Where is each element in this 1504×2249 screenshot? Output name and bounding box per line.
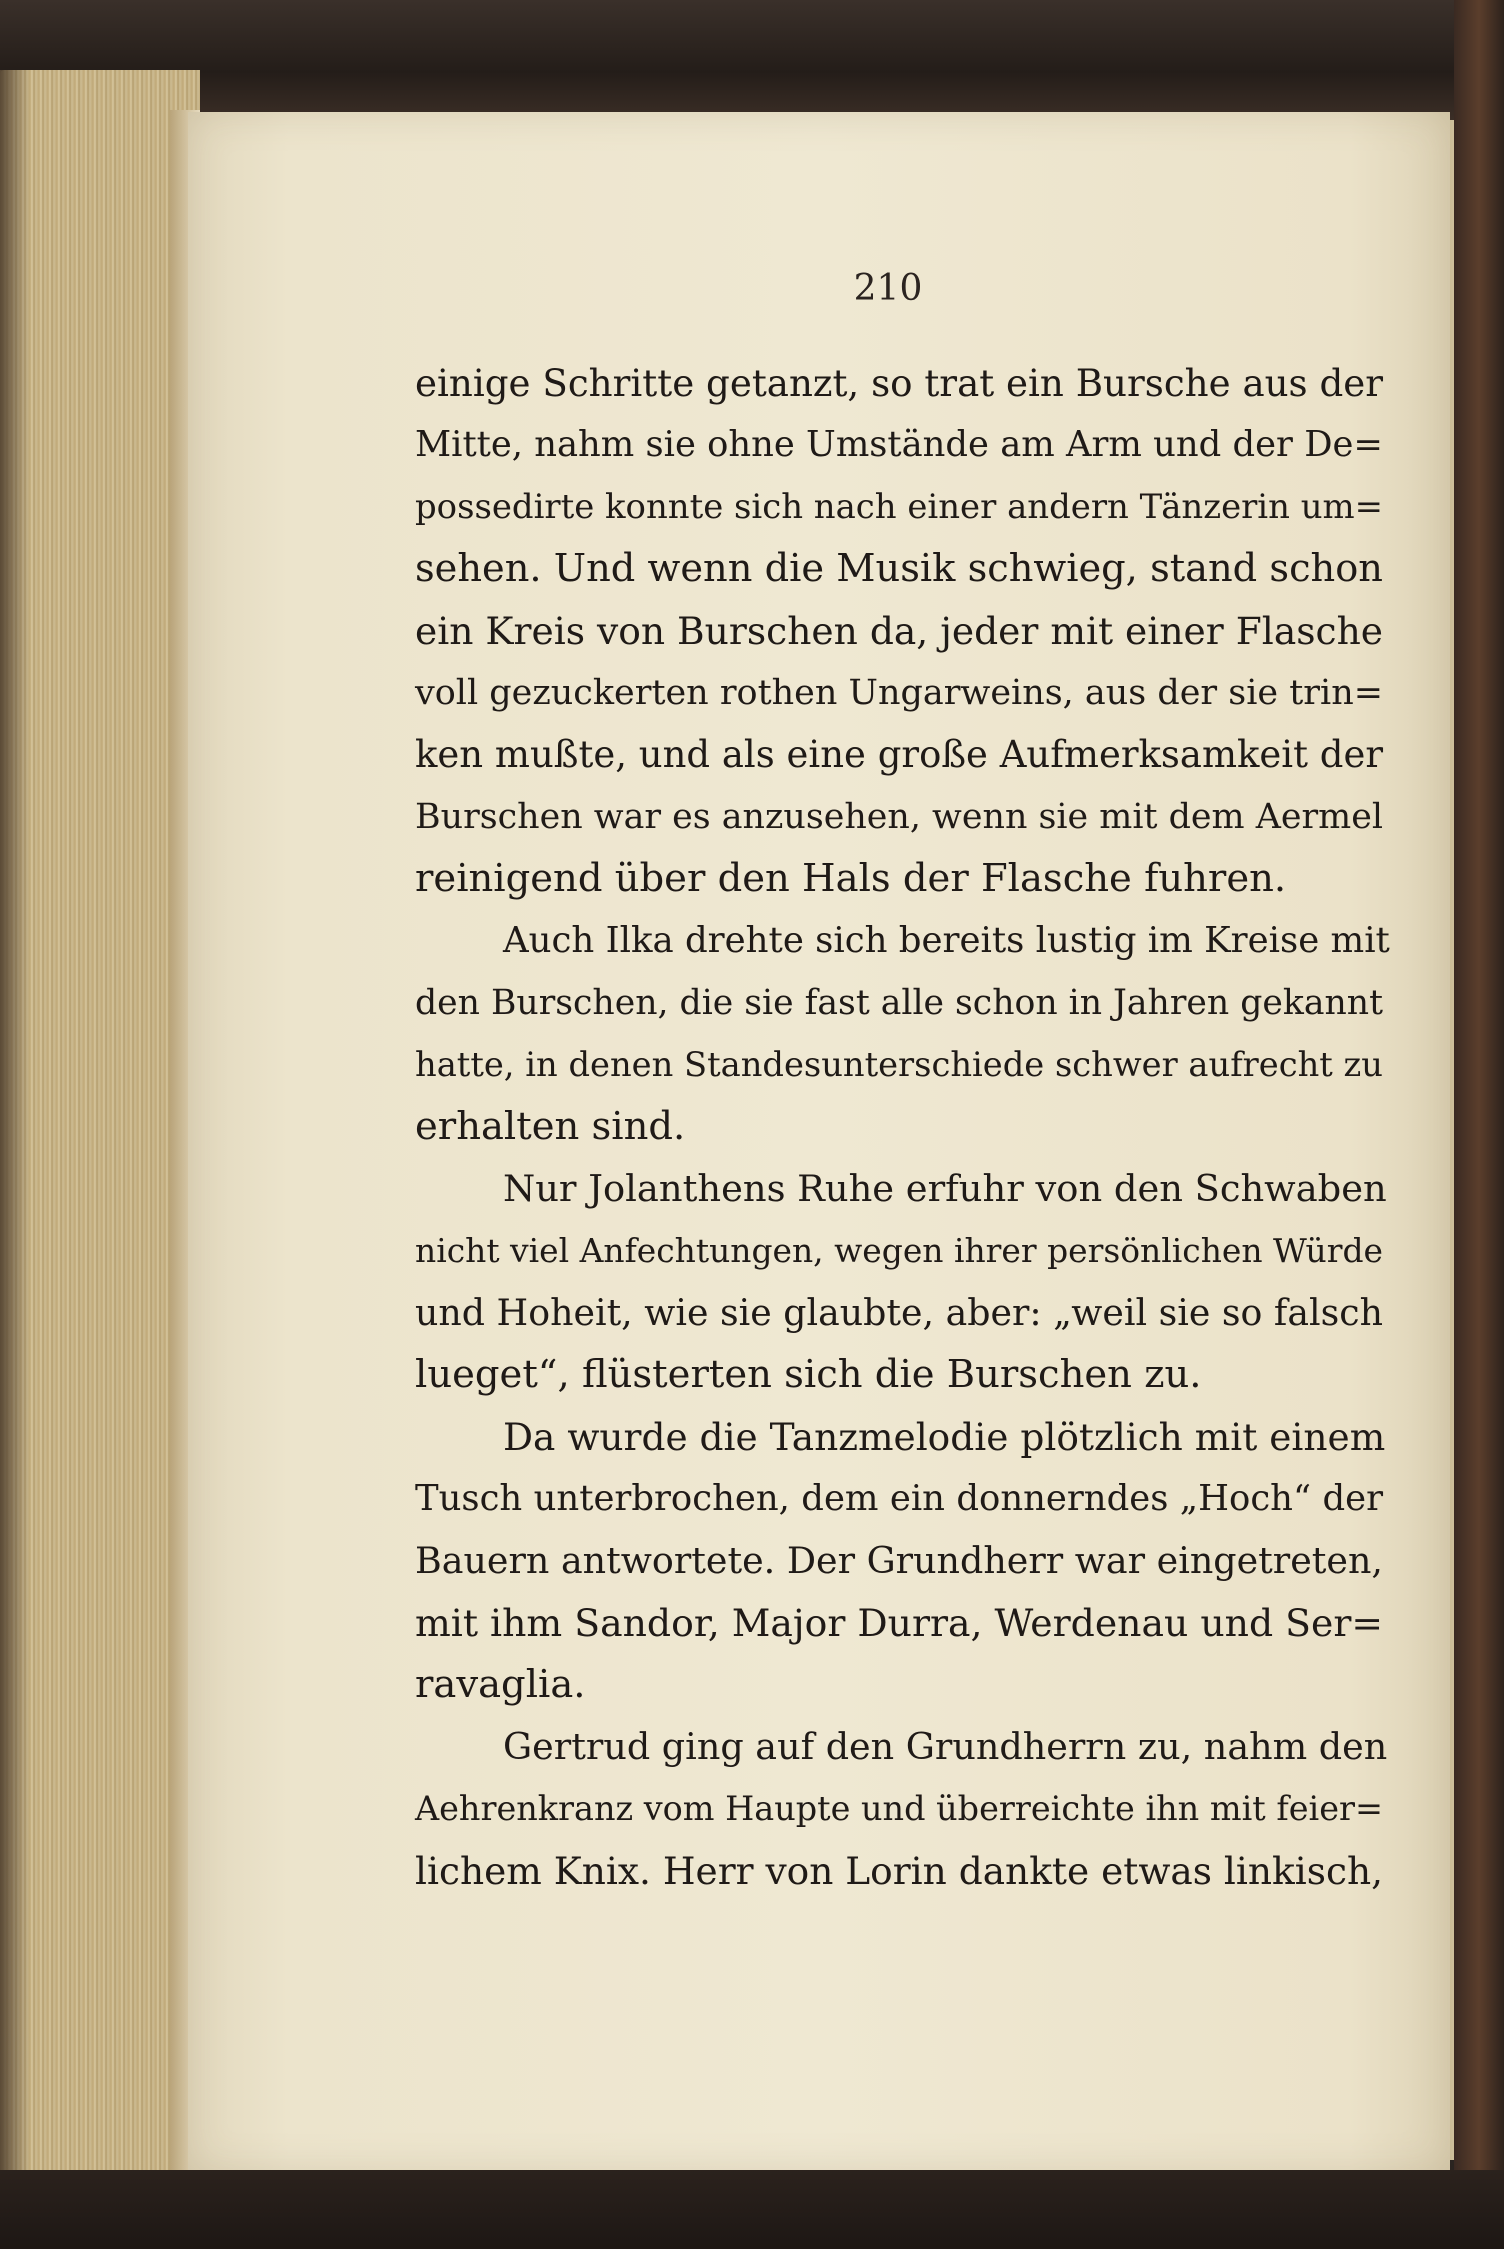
page-edges-shadow [0,70,30,2200]
text-line: mit ihm Sandor, Major Durra, Werdenau und Ser= [415,1601,1383,1645]
text-line: ken mußte, und als eine große Aufmerksamkeit der [415,733,1383,776]
text-line: erhalten sind. [415,1104,686,1149]
text-line: ravaglia. [415,1662,586,1707]
text-line: lueget“, flüsterten sich die Burschen zu. [415,1352,1202,1397]
book-cover-top [0,0,1504,120]
text-line: den Burschen, die sie fast alle schon in Jahren gekannt [415,983,1383,1023]
text-line: nicht viel Anfechtungen, wegen ihrer persönlichen Würde [415,1231,1383,1270]
text-line: voll gezuckerten rothen Ungarweins, aus der sie trin= [415,673,1383,713]
text-line: ein Kreis von Burschen da, jeder mit einer Flasche [415,609,1384,653]
text-line: einige Schritte getanzt, so trat ein Bursche aus der [415,361,1384,405]
text-line: Tusch unterbrochen, dem ein donnerndes „Hoch“ der [415,1478,1383,1519]
book-cover-right [1454,0,1504,2249]
text-line: Auch Ilka drehte sich bereits lustig im Kreise mit [503,920,1390,961]
page-text [415,352,1390,1902]
text-line: Da wurde die Tanzmelodie plötzlich mit einem [503,1415,1386,1459]
text-line: und Hoheit, wie sie glaubte, aber: „weil sie so falsch [415,1291,1383,1334]
text-line: Mitte, nahm sie ohne Umstände am Arm und der De= [415,424,1383,465]
text-line: Nur Jolanthens Ruhe erfuhr von den Schwaben [503,1167,1387,1210]
page-number: 210 [853,268,923,309]
text-line: possedirte konnte sich nach einer andern Tänzerin um= [415,487,1384,526]
text-line: Bauern antwortete. Der Grundherr war eingetreten, [415,1539,1383,1582]
text-line: lichem Knix. Herr von Lorin dankte etwas linkisch, [415,1849,1384,1893]
text-line: sehen. Und wenn die Musik schwieg, stand schon [415,546,1383,591]
page-number-container [388,268,1388,309]
text-line: hatte, in denen Standesunterschiede schwer aufrecht zu [415,1045,1383,1084]
text-line: Burschen war es anzusehen, wenn sie mit dem Aermel [415,797,1383,837]
text-line: Gertrud ging auf den Grundherrn zu, nahm den [503,1725,1388,1768]
text-line: Aehrenkranz vom Haupte und überreichte ihn mit feier= [415,1789,1383,1828]
book-bottom-edge [0,2170,1504,2249]
text-line: reinigend über den Hals der Flasche fuhren. [415,856,1287,901]
